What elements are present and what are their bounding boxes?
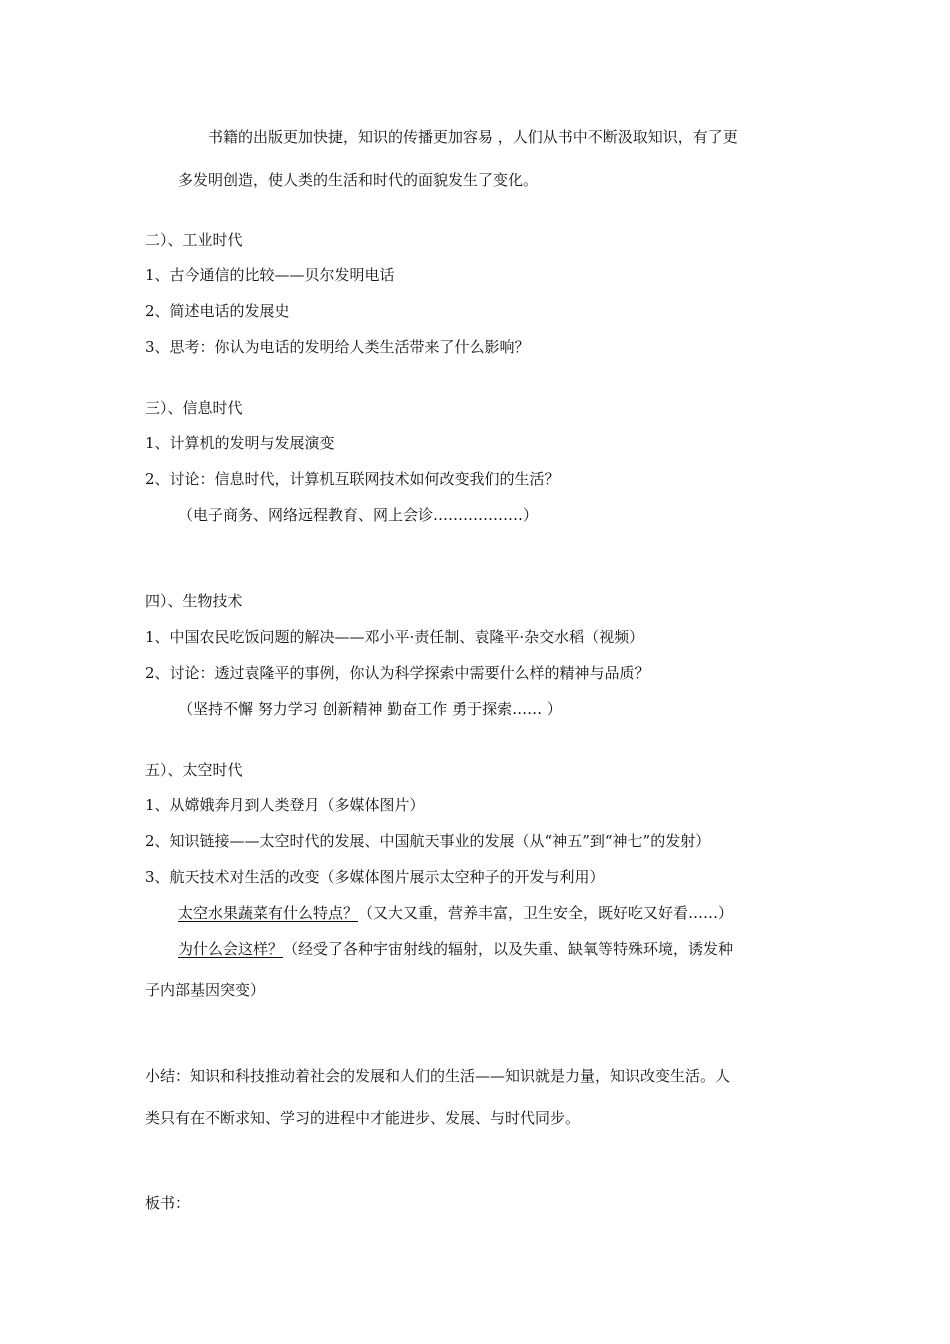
summary-line-1: 小结：知识和科技推动着社会的发展和人们的生活——知识就是力量，知识改变生活。人 — [145, 1067, 731, 1085]
underlined-question: 为什么会这样？ — [178, 940, 284, 958]
question-answer: （经受了各种宇宙射线的辐射，以及失重、缺氧等特殊环境，诱发种 — [283, 940, 734, 958]
section-heading-industrial: 二）、工业时代 — [145, 231, 243, 249]
list-item: 2、知识链接——太空时代的发展、中国航天事业的发展（从“神五”到“神七”的发射） — [145, 832, 711, 850]
list-item: 1、计算机的发明与发展演变 — [145, 434, 335, 452]
list-item: 1、中国农民吃饭问题的解决——邓小平·责任制、袁隆平·杂交水稻（视频） — [145, 628, 645, 646]
section-heading-biotech: 四）、生物技术 — [145, 592, 243, 610]
section-heading-information: 三）、信息时代 — [145, 399, 243, 417]
board-label: 板书： — [145, 1194, 191, 1212]
list-item: 2、简述电话的发展史 — [145, 302, 290, 320]
why-answer-continuation: 子内部基因突变） — [145, 981, 266, 999]
intro-line-1: 书籍的出版更加快捷，知识的传播更加容易 ，人们从书中不断汲取知识，有了更 — [208, 128, 738, 146]
list-item: 2、讨论：透过袁隆平的事例，你认为科学探索中需要什么样的精神与品质？ — [145, 664, 650, 682]
question-answer: （又大又重，营养丰富，卫生安全，既好吃又好看……） — [358, 904, 734, 922]
why-question-line — [178, 939, 733, 959]
section-heading-space: 五）、太空时代 — [145, 761, 243, 779]
list-item: 1、古今通信的比较——贝尔发明电话 — [145, 266, 395, 284]
summary-line-2: 类只有在不断求知、学习的进程中才能进步、发展、与时代同步。 — [145, 1109, 581, 1127]
list-item: 1、从嫦娥奔月到人类登月（多媒体图片） — [145, 796, 425, 814]
list-item: 2、讨论：信息时代，计算机互联网技术如何改变我们的生活？ — [145, 470, 560, 488]
discussion-note: （坚持不懈 努力学习 创新精神 勤奋工作 勇于探索…… ） — [178, 700, 562, 718]
discussion-note: （电子商务、网络远程教育、网上会诊………………） — [178, 506, 539, 524]
intro-line-2: 多发明创造，使人类的生活和时代的面貌发生了变化。 — [178, 171, 539, 189]
list-item: 3、航天技术对生活的改变（多媒体图片展示太空种子的开发与利用） — [145, 868, 605, 886]
list-item: 3、思考：你认为电话的发明给人类生活带来了什么影响？ — [145, 338, 530, 356]
space-fruit-question-line — [178, 903, 733, 923]
underlined-question: 太空水果蔬菜有什么特点？ — [178, 904, 359, 922]
